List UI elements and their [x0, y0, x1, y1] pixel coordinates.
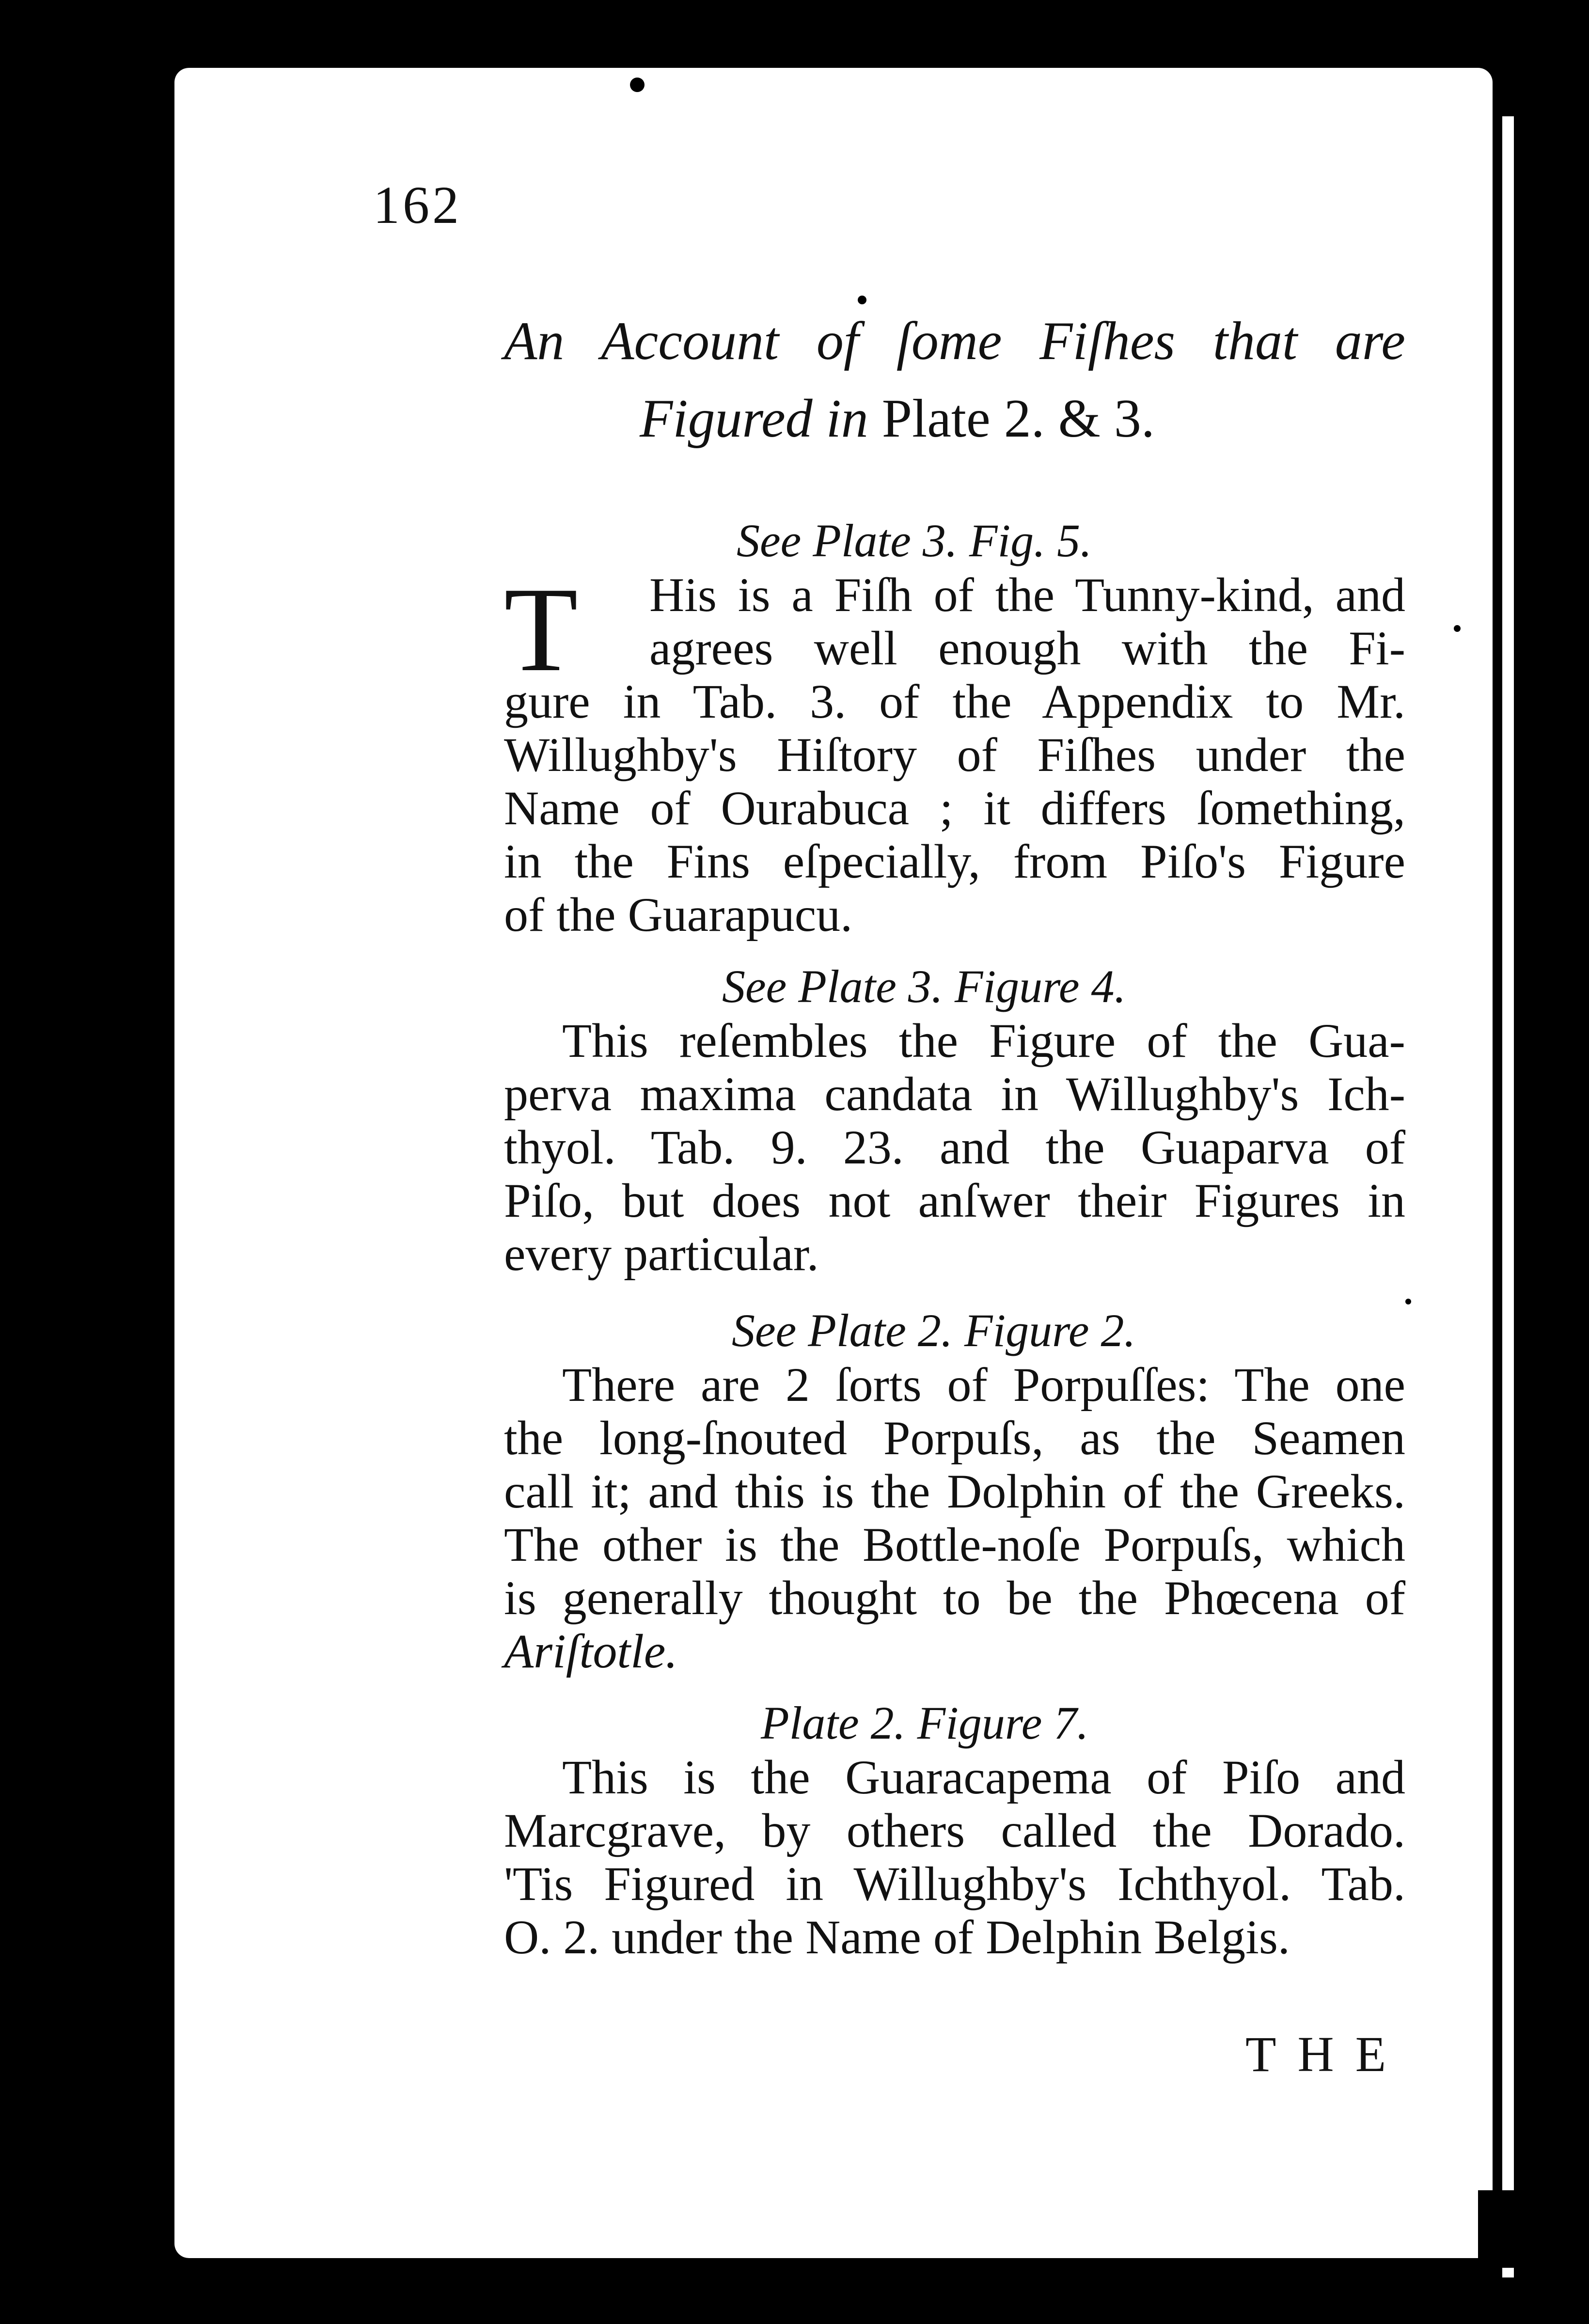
body-line: O. 2. under the Name of Delphin Belgis.	[504, 1910, 1290, 1964]
ink-speck	[1405, 1299, 1411, 1304]
page-edge-rule	[1502, 116, 1514, 2277]
body-line: the long-ſnouted Porpuſs, as the Seamen	[504, 1411, 1405, 1465]
body-line: in the Fins eſpecially, from Piſo's Figure	[504, 834, 1405, 888]
section-heading: See Plate 3. Fig. 5.	[737, 515, 1092, 566]
body-line: His is a Fiſh of the Tunny-kind, and	[649, 568, 1405, 622]
ink-speck	[630, 78, 645, 92]
body-line: There are 2 ſorts of Porpuſſes: The one	[562, 1358, 1405, 1412]
body-line: This is the Guaracapema of Piſo and	[562, 1750, 1405, 1804]
scan-border	[1478, 2190, 1589, 2268]
body-line: thyol. Tab. 9. 23. and the Guaparva of	[504, 1120, 1405, 1174]
catchword: THE	[1245, 2026, 1408, 2082]
title-italic-part: Figured in	[640, 389, 868, 449]
page-number: 162	[373, 175, 462, 235]
body-line: Willughby's Hiſtory of Fiſhes under the	[504, 728, 1405, 782]
title-roman-part: Plate 2. & 3.	[868, 389, 1155, 449]
body-line: This reſembles the Figure of the Gua-	[562, 1014, 1405, 1068]
body-line: gure in Tab. 3. of the Appendix to Mr.	[504, 675, 1405, 728]
body-line: Marcgrave, by others called the Dorado.	[504, 1804, 1405, 1857]
body-line: Name of Ourabuca ; it differs ſomething,	[504, 781, 1405, 835]
body-line: of the Guarapucu.	[504, 888, 853, 942]
ink-speck	[1454, 625, 1461, 632]
page-title-line-1: An Account of ſome Fiſhes that are	[504, 311, 1405, 371]
body-line: perva maxima candata in Willughby's Ich-	[504, 1067, 1405, 1121]
section-heading: Plate 2. Figure 7.	[761, 1697, 1089, 1749]
body-line: agrees well enough with the Fi-	[649, 621, 1405, 675]
body-line: is generally thought to be the Phœcena of	[504, 1571, 1405, 1625]
body-line: 'Tis Figured in Willughby's Ichthyol. Tab.	[504, 1857, 1405, 1911]
body-line: call it; and this is the Dolphin of the Greeks.	[504, 1464, 1405, 1518]
section-heading: See Plate 2. Figure 2.	[732, 1304, 1136, 1356]
body-line: Ariſtotle.	[504, 1624, 678, 1678]
section-heading: See Plate 3. Figure 4.	[722, 960, 1126, 1012]
body-line: every particular.	[504, 1227, 819, 1281]
ink-speck	[858, 296, 866, 304]
body-line: The other is the Bottle-noſe Porpuſs, which	[504, 1518, 1405, 1571]
body-line: Piſo, but does not anſwer their Figures in	[504, 1174, 1405, 1227]
drop-cap: T	[504, 563, 578, 697]
page-title-line-2	[640, 388, 1289, 450]
